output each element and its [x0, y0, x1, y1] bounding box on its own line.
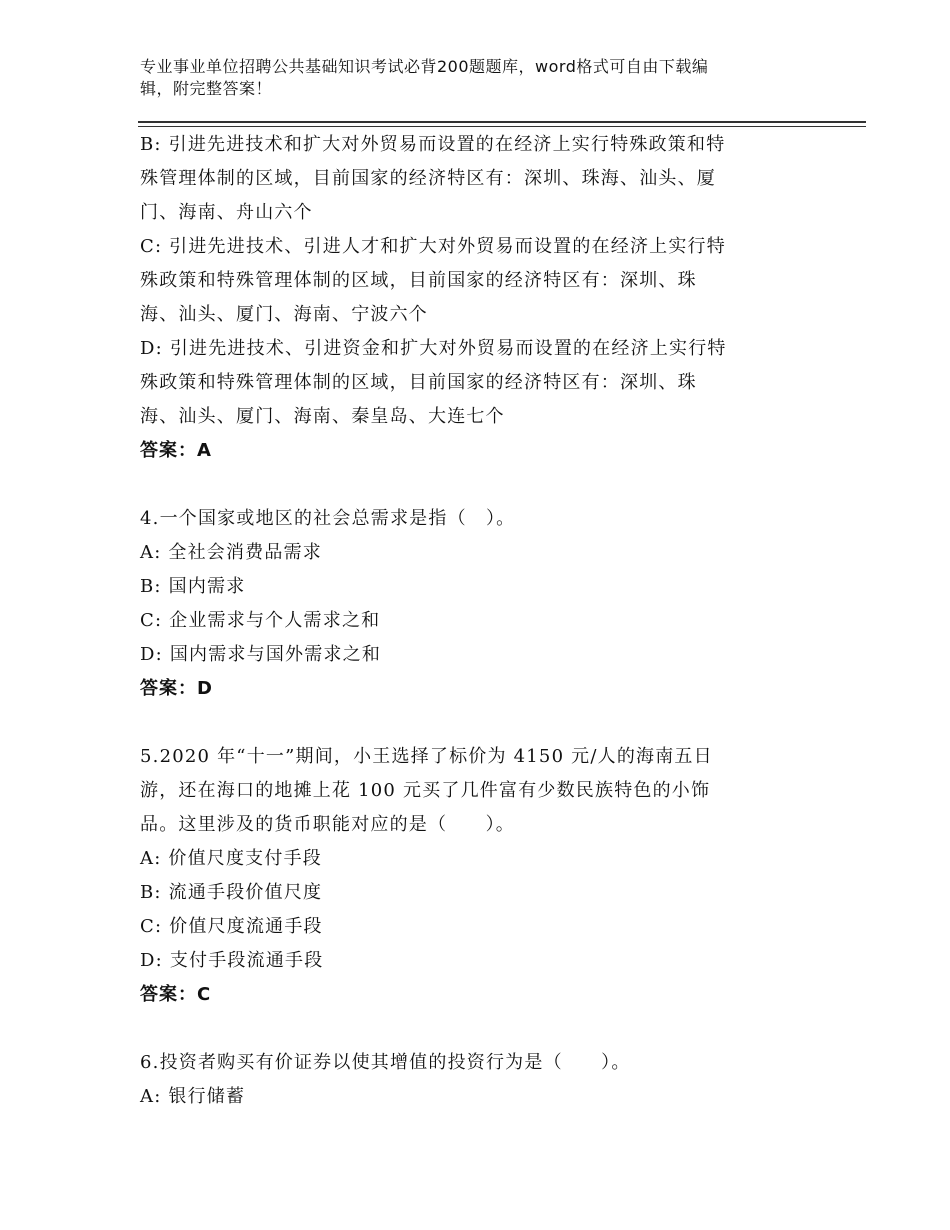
q3-option-b-line-3: 门、海南、舟山六个	[140, 202, 313, 223]
q4-option-d: D: 国内需求与国外需求之和	[140, 644, 382, 665]
header-rule-thin	[138, 126, 866, 127]
header-rule-thick	[138, 121, 866, 123]
question-3-block	[140, 128, 820, 468]
q5-option-c: C: 价值尺度流通手段	[140, 916, 323, 937]
q3-option-c-line-2: 殊政策和特殊管理体制的区域，目前国家的经济特区有：深圳、珠	[140, 270, 697, 291]
q5-option-b: B: 流通手段价值尺度	[140, 882, 323, 903]
q3-option-b-line-1: B: 引进先进技术和扩大对外贸易而设置的在经济上实行特殊政策和特	[140, 134, 726, 155]
q3-option-d-line-2: 殊政策和特殊管理体制的区域，目前国家的经济特区有：深圳、珠	[140, 372, 697, 393]
q3-option-b-line-2: 殊管理体制的区域，目前国家的经济特区有：深圳、珠海、汕头、厦	[140, 168, 716, 189]
q4-question: 4.一个国家或地区的社会总需求是指（ ）。	[140, 508, 516, 529]
spacer	[140, 468, 820, 502]
q5-question-line-2: 游，还在海口的地摊上花 100 元买了几件富有少数民族特色的小饰	[140, 780, 711, 801]
q3-option-d-line-3: 海、汕头、厦门、海南、秦皇岛、大连七个	[140, 406, 505, 427]
q3-option-c-line-1: C: 引进先进技术、引进人才和扩大对外贸易而设置的在经济上实行特	[140, 236, 726, 257]
q3-answer: 答案：A	[140, 440, 212, 461]
q5-question-line-1: 5.2020 年“十一”期间，小王选择了标价为 4150 元/人的海南五日	[140, 746, 713, 767]
q4-answer: 答案：D	[140, 678, 213, 699]
q4-option-b: B: 国内需求	[140, 576, 246, 597]
q5-option-a: A: 价值尺度支付手段	[140, 848, 322, 869]
q5-option-d: D: 支付手段流通手段	[140, 950, 324, 971]
page-header	[140, 56, 800, 100]
q3-option-d-line-1: D: 引进先进技术、引进资金和扩大对外贸易而设置的在经济上实行特	[140, 338, 727, 359]
q4-option-c: C: 企业需求与个人需求之和	[140, 610, 381, 631]
q5-answer: 答案：C	[140, 984, 212, 1005]
q6-question: 6.投资者购买有价证券以使其增值的投资行为是（ ）。	[140, 1052, 631, 1073]
header-line-1: 专业事业单位招聘公共基础知识考试必背200题题库，word格式可自由下载编	[140, 57, 709, 76]
q3-option-c-line-3: 海、汕头、厦门、海南、宁波六个	[140, 304, 428, 325]
q5-question-line-3: 品。这里涉及的货币职能对应的是（ ）。	[140, 814, 515, 835]
q6-option-a: A: 银行储蓄	[140, 1086, 246, 1107]
header-line-2: 辑，附完整答案！	[140, 79, 273, 98]
question-6-block	[140, 1046, 820, 1114]
question-4-block	[140, 502, 820, 706]
question-5-block	[140, 740, 820, 1012]
q4-option-a: A: 全社会消费品需求	[140, 542, 322, 563]
spacer	[140, 706, 820, 740]
document-body	[140, 128, 820, 1114]
spacer	[140, 1012, 820, 1046]
